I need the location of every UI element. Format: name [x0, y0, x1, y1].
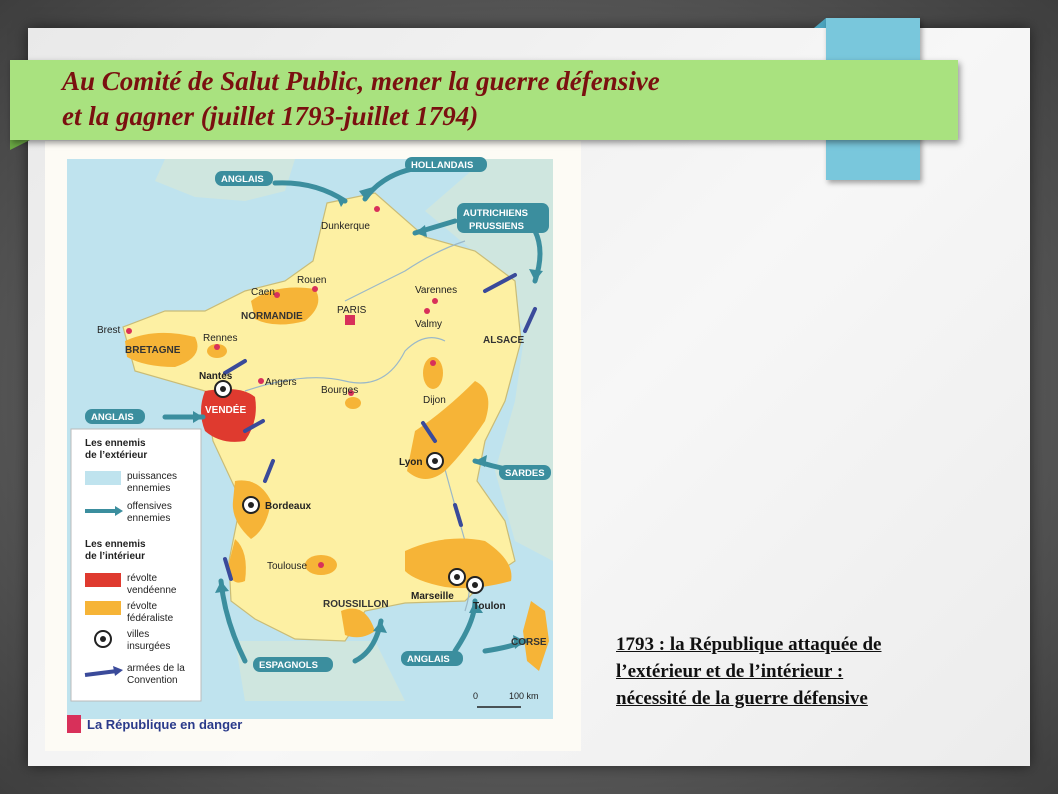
enemy-anglais-north: ANGLAIS — [221, 174, 264, 185]
map-caption — [616, 631, 976, 712]
map-title-marker — [67, 715, 81, 733]
region-alsace: ALSACE — [483, 335, 525, 346]
blue-tab-fold — [814, 18, 826, 28]
legend-armees-1: armées de la — [127, 663, 185, 674]
enemy-anglais-south: ANGLAIS — [407, 654, 450, 665]
city-brest: Brest — [97, 325, 121, 336]
legend-villes-1: villes — [127, 629, 150, 640]
city-lyon: Lyon — [399, 457, 423, 468]
legend-revolte-v-2: vendéenne — [127, 585, 177, 596]
title-banner — [10, 60, 958, 140]
legend-ext-header-1: Les ennemis — [85, 438, 146, 449]
caption-line1: 1793 : la République attaquée de — [616, 634, 882, 655]
map-title: La République en danger — [87, 717, 243, 732]
slide-title — [62, 64, 822, 134]
france-map — [45, 141, 581, 751]
legend-int-header-1: Les ennemis — [85, 539, 146, 550]
scale-zero: 0 — [473, 691, 479, 701]
city-dunkerque: Dunkerque — [321, 221, 370, 232]
map-legend — [71, 429, 201, 701]
scale-distance: 100 km — [509, 691, 539, 701]
legend-puissances-2: ennemies — [127, 483, 171, 494]
enemy-espagnols: ESPAGNOLS — [259, 660, 318, 671]
city-angers: Angers — [265, 377, 297, 388]
city-toulouse: Toulouse — [267, 561, 308, 572]
caption-line2: l’extérieur et de l’intérieur : — [616, 661, 844, 682]
title-banner-fold — [10, 140, 30, 150]
legend-villes-2: insurgées — [127, 641, 171, 652]
city-rouen: Rouen — [297, 275, 327, 286]
legend-offensives-1: offensives — [127, 501, 172, 512]
bourges-revolt — [345, 397, 361, 409]
map-image — [45, 141, 581, 751]
city-dijon: Dijon — [423, 395, 446, 406]
city-rennes: Rennes — [203, 333, 238, 344]
city-nantes: Nantes — [199, 371, 233, 382]
legend-armees-2: Convention — [127, 675, 178, 686]
city-marseille: Marseille — [411, 591, 454, 602]
region-bretagne: BRETAGNE — [125, 345, 181, 356]
city-bourges: Bourges — [321, 385, 359, 396]
region-corse: CORSE — [511, 637, 547, 648]
legend-revolte-f-1: révolte — [127, 601, 158, 612]
city-caen: Caen — [251, 287, 275, 298]
city-varennes: Varennes — [415, 285, 458, 296]
enemy-sardes: SARDES — [505, 468, 545, 479]
city-bordeaux: Bordeaux — [265, 501, 312, 512]
enemy-anglais-west: ANGLAIS — [91, 412, 134, 423]
legend-int-header-2: de l’intérieur — [85, 551, 146, 562]
slide-title-line1: Au Comité de Salut Public, mener la guerre défensive — [62, 66, 660, 96]
region-normandie: NORMANDIE — [241, 311, 303, 322]
enemy-hollandais: HOLLANDAIS — [411, 160, 474, 171]
city-paris: PARIS — [337, 305, 367, 316]
city-valmy: Valmy — [415, 319, 443, 330]
city-toulon: Toulon — [473, 601, 506, 612]
legend-offensives-2: ennemies — [127, 513, 171, 524]
enemy-autrichiens: AUTRICHIENS — [463, 208, 528, 219]
caption-line3: nécessité de la guerre défensive — [616, 688, 868, 709]
legend-revolte-f-2: fédéraliste — [127, 613, 174, 624]
slide-title-line2: et la gagner (juillet 1793-juillet 1794) — [62, 101, 479, 131]
region-vendee: VENDÉE — [205, 405, 247, 416]
region-roussillon: ROUSSILLON — [323, 599, 389, 610]
enemy-prussiens: PRUSSIENS — [469, 221, 524, 232]
legend-puissances-1: puissances — [127, 471, 178, 482]
legend-revolte-v-1: révolte — [127, 573, 158, 584]
legend-ext-header-2: de l’extérieur — [85, 450, 148, 461]
